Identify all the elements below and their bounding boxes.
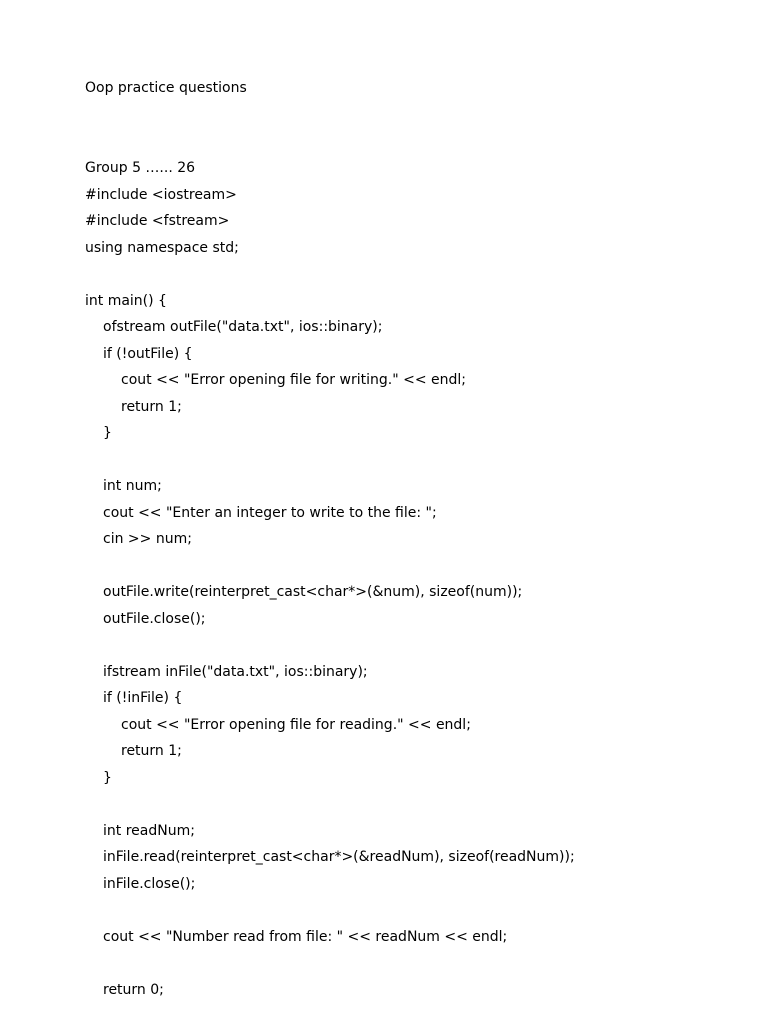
blank-line [85, 264, 575, 291]
code-line: if (!outFile) { [103, 345, 193, 362]
code-line: cout << "Enter an integer to write to the file: "; [103, 504, 437, 521]
blank-line [85, 900, 575, 927]
blank-line [85, 794, 575, 821]
blank-line [85, 635, 575, 662]
code-line: return 1; [121, 398, 182, 415]
code-line: int main() { [85, 292, 167, 309]
code-line: int num; [103, 478, 162, 494]
code-line: } [103, 769, 112, 786]
code-line: ifstream inFile("data.txt", ios::binary); [103, 663, 368, 680]
code-line: } [103, 425, 112, 441]
code-line: cout << "Error opening file for writing." << endl; [121, 372, 466, 388]
code-line: return 0; [103, 981, 164, 998]
code-line: outFile.write(reinterpret_cast<char*>(&num), sizeof(num)); [103, 584, 523, 600]
code-line: inFile.close(); [103, 875, 196, 892]
code-line: inFile.read(reinterpret_cast<char*>(&readNum), sizeof(readNum)); [103, 849, 575, 865]
code-line: #include <fstream> [85, 213, 230, 229]
code-line: return 1; [121, 743, 182, 759]
code-line: cin >> num; [103, 531, 192, 547]
code-line: Group 5 …... 26 [85, 160, 196, 176]
code-line: outFile.close(); [103, 610, 206, 627]
blank-line [85, 953, 575, 980]
code-line: int readNum; [103, 822, 195, 839]
code-line: cout << "Error opening file for reading." << endl; [121, 716, 471, 733]
blank-line [85, 556, 575, 583]
code-listing [85, 158, 575, 1006]
code-line: cout << "Number read from file: " << readNum << endl; [103, 928, 508, 945]
code-line: #include <iostream> [85, 186, 237, 203]
code-line: ofstream outFile("data.txt", ios::binary); [103, 319, 383, 335]
code-line: using namespace std; [85, 239, 239, 256]
blank-line [85, 450, 575, 477]
code-line: if (!inFile) { [103, 690, 183, 706]
document-title: Oop practice questions [85, 80, 247, 96]
